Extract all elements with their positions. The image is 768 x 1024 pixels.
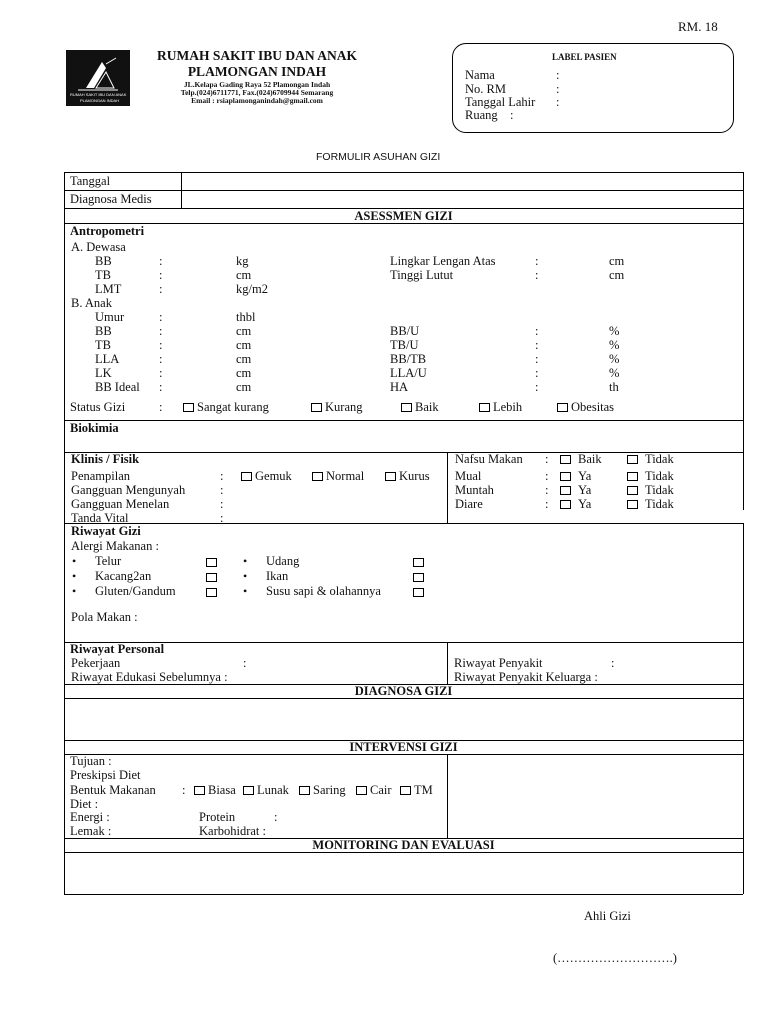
antropometri-label-2: Tinggi Lutut [390,268,454,282]
anak-label: B. Anak [71,296,112,310]
logo-text-1: RUMAH SAKIT IBU DAN ANAK [70,92,127,97]
diagnosa-medis-field[interactable] [183,191,741,207]
gangguan-menelan-label: Gangguan Menelan [71,497,170,511]
bentuk-biasa[interactable]: Biasa [194,783,236,798]
biokimia-title: Biokimia [70,421,119,435]
alergi-label: Alergi Makanan : [71,539,159,553]
antropometri-label-2: BB/TB [390,352,427,366]
antropometri-label: BB [95,324,112,338]
colon: : [545,452,549,466]
checkbox-icon [627,486,638,495]
antropometri-label-2: HA [390,380,409,394]
label-pasien-title: LABEL PASIEN [552,52,617,62]
checkbox-icon [479,403,490,412]
antropometri-label: LLA [95,352,120,366]
edukasi-label: Riwayat Edukasi Sebelumnya : [71,670,228,684]
klinis-option-1[interactable]: Ya [560,469,591,484]
klinis-option-1[interactable]: Ya [560,483,591,498]
checkbox-icon [385,472,396,481]
bullet-icon: • [243,569,248,583]
colon: : [535,254,539,268]
dewasa-label: A. Dewasa [71,240,126,254]
checkbox-icon [241,472,252,481]
checkbox-icon [401,403,412,412]
colon: : [159,310,163,324]
diagnosa-medis-label: Diagnosa Medis [70,192,152,206]
antropometri-unit-2: % [609,366,620,380]
diagnosa-gizi-header: DIAGNOSA GIZI [354,684,453,698]
hospital-logo [66,50,130,106]
antropometri-unit: cm [236,338,252,352]
checkbox-icon [356,786,367,795]
colon: : [159,268,163,282]
checkbox-icon [557,403,568,412]
bullet-icon: • [72,569,77,583]
penampilan-gemuk[interactable]: Gemuk [241,469,292,484]
asessmen-header: ASESSMEN GIZI [354,209,453,223]
karbohidrat-label: Karbohidrat : [199,824,266,838]
bentuk-makanan-label: Bentuk Makanan [70,783,156,797]
intervensi-gizi-header: INTERVENSI GIZI [349,740,458,754]
colon: : [535,338,539,352]
colon: : [159,324,163,338]
colon: : [159,352,163,366]
checkbox-icon [560,486,571,495]
colon: : [159,366,163,380]
monitoring-header: MONITORING DAN EVALUASI [312,838,495,852]
label-nama: Nama [465,68,495,82]
colon: : [545,483,549,497]
klinis-title: Klinis / Fisik [71,452,140,466]
antropometri-unit-2: th [609,380,619,394]
bullet-icon: • [243,554,248,568]
checkbox-icon [243,786,254,795]
bullet-icon: • [72,554,77,568]
antropometri-label: TB [95,268,111,282]
antropometri-unit-2: cm [609,254,625,268]
alergi-item-label: Gluten/Gandum [95,584,176,598]
antropometri-label: Umur [95,310,125,324]
alergi-item-label: Telur [95,554,122,568]
tanda-vital-label: Tanda Vital [71,511,129,525]
antropometri-label: BB Ideal [95,380,140,394]
colon: : [535,380,539,394]
checkbox-icon [194,786,205,795]
signature-line: (……………………….) [553,951,677,965]
klinis-option-2[interactable]: Tidak [627,452,674,467]
protein-label: Protein [199,810,236,824]
penampilan-normal[interactable]: Normal [312,469,364,484]
status-option-sangat-kurang[interactable]: Sangat kurang [183,400,269,415]
antropometri-unit: cm [236,366,252,380]
checkbox-icon [560,472,571,481]
alergi-item-label: Susu sapi & olahannya [266,584,381,598]
klinis-right-label: Diare [455,497,483,511]
logo-text-2: PLAMONGAN INDAH [80,98,120,103]
status-option-baik[interactable]: Baik [401,400,439,415]
hospital-address: JL.Kelapa Gading Raya 52 Plamongan Indah [183,80,331,89]
checkbox-icon [299,786,310,795]
colon: : [159,282,163,296]
antropometri-title: Antropometri [70,224,145,238]
hospital-email: Email : rsiaplamonganindah@gmail.com [191,96,323,105]
checkbox-icon [311,403,322,412]
form-title: FORMULIR ASUHAN GIZI [316,151,441,163]
klinis-option-2[interactable]: Tidak [627,483,674,498]
bullet-icon: • [243,584,248,598]
label-ruang: Ruang [465,108,498,122]
bentuk-tm[interactable]: TM [400,783,433,798]
klinis-option-1[interactable]: Baik [560,452,602,467]
diet-label: Diet : [70,797,99,811]
bentuk-lunak[interactable]: Lunak [243,783,289,798]
diagnosa-gizi-field[interactable] [66,700,741,739]
penampilan-label: Penampilan [71,469,131,483]
label-colon-2: : [556,82,560,96]
checkbox-icon [183,403,194,412]
preskripsi-label: Preskipsi Diet [70,768,141,782]
antropometri-unit: kg/m2 [236,282,268,296]
colon: : [535,366,539,380]
gangguan-mengunyah-label: Gangguan Mengunyah [71,483,186,497]
pekerjaan-label: Pekerjaan [71,656,121,670]
antropometri-unit-2: % [609,338,620,352]
alergi-checkbox[interactable] [206,573,217,582]
checkbox-icon [627,500,638,509]
hospital-phone: Telp.(024)6711771, Fax.(024)6709944 Semarang [180,88,334,97]
checkbox-icon [627,472,638,481]
colon: : [535,352,539,366]
antropometri-label: LK [95,366,112,380]
antropometri-unit: cm [236,268,252,282]
antropometri-unit: thbl [236,310,256,324]
alergi-checkbox[interactable] [413,573,424,582]
energi-label: Energi : [70,810,110,824]
antropometri-label: LMT [95,282,122,296]
antropometri-label-2: BB/U [390,324,420,338]
form-code: RM. 18 [678,19,718,34]
antropometri-unit-2: cm [609,268,625,282]
alergi-checkbox[interactable] [413,588,424,597]
bullet-icon: • [72,584,77,598]
colon: : [535,324,539,338]
alergi-item-label: Kacang2an [95,569,152,583]
status-option-kurang[interactable]: Kurang [311,400,363,415]
label-colon-3: : [556,95,560,109]
label-colon-4: : [510,108,514,122]
pola-makan-label: Pola Makan : [71,610,138,624]
ahli-gizi-label: Ahli Gizi [584,909,631,923]
riwayat-penyakit-label: Riwayat Penyakit [454,656,543,670]
antropometri-unit: cm [236,352,252,366]
label-tgl-lahir: Tanggal Lahir [465,95,536,109]
bentuk-cair[interactable]: Cair [356,783,392,798]
colon: : [545,497,549,511]
checkbox-icon [627,455,638,464]
status-option-obesitas[interactable]: Obesitas [557,400,614,415]
alergi-checkbox[interactable] [206,558,217,567]
alergi-item-label: Ikan [266,569,289,583]
klinis-option-2[interactable]: Tidak [627,469,674,484]
antropometri-unit-2: % [609,324,620,338]
tanggal-field[interactable] [183,173,741,189]
klinis-option-2[interactable]: Tidak [627,497,674,512]
riwayat-gizi-title: Riwayat Gizi [71,524,141,538]
antropometri-unit: cm [236,324,252,338]
status-option-lebih[interactable]: Lebih [479,400,522,415]
colon: : [159,338,163,352]
colon: : [545,469,549,483]
checkbox-icon [312,472,323,481]
penampilan-kurus[interactable]: Kurus [385,469,430,484]
antropometri-label-2: TB/U [390,338,419,352]
klinis-right-label: Muntah [455,483,494,497]
tujuan-label: Tujuan : [70,754,112,768]
bentuk-saring[interactable]: Saring [299,783,346,798]
hospital-name-1: RUMAH SAKIT IBU DAN ANAK [156,48,358,63]
status-gizi-label: Status Gizi [70,400,126,414]
checkbox-icon [560,455,571,464]
colon: : [159,380,163,394]
hospital-name-2: PLAMONGAN INDAH [187,64,327,79]
antropometri-unit-2: % [609,352,620,366]
antropometri-unit: kg [236,254,249,268]
antropometri-label: TB [95,338,111,352]
colon: : [159,254,163,268]
alergi-item-label: Udang [266,554,300,568]
klinis-right-label: Nafsu Makan [455,452,523,466]
klinis-option-1[interactable]: Ya [560,497,591,512]
monitoring-field[interactable] [66,854,741,893]
antropometri-unit: cm [236,380,252,394]
alergi-checkbox[interactable] [206,588,217,597]
label-colon-1: : [556,68,560,82]
lemak-label: Lemak : [70,824,112,838]
checkbox-icon [560,500,571,509]
label-norm: No. RM [465,82,506,96]
antropometri-label: BB [95,254,112,268]
antropometri-label-2: LLA/U [390,366,427,380]
riwayat-penyakit-keluarga-label: Riwayat Penyakit Keluarga : [454,670,598,684]
antropometri-label-2: Lingkar Lengan Atas [390,254,496,268]
checkbox-icon [400,786,411,795]
riwayat-personal-title: Riwayat Personal [70,642,165,656]
tanggal-label: Tanggal [70,174,111,188]
alergi-checkbox[interactable] [413,558,424,567]
colon: : [535,268,539,282]
klinis-right-label: Mual [455,469,482,483]
